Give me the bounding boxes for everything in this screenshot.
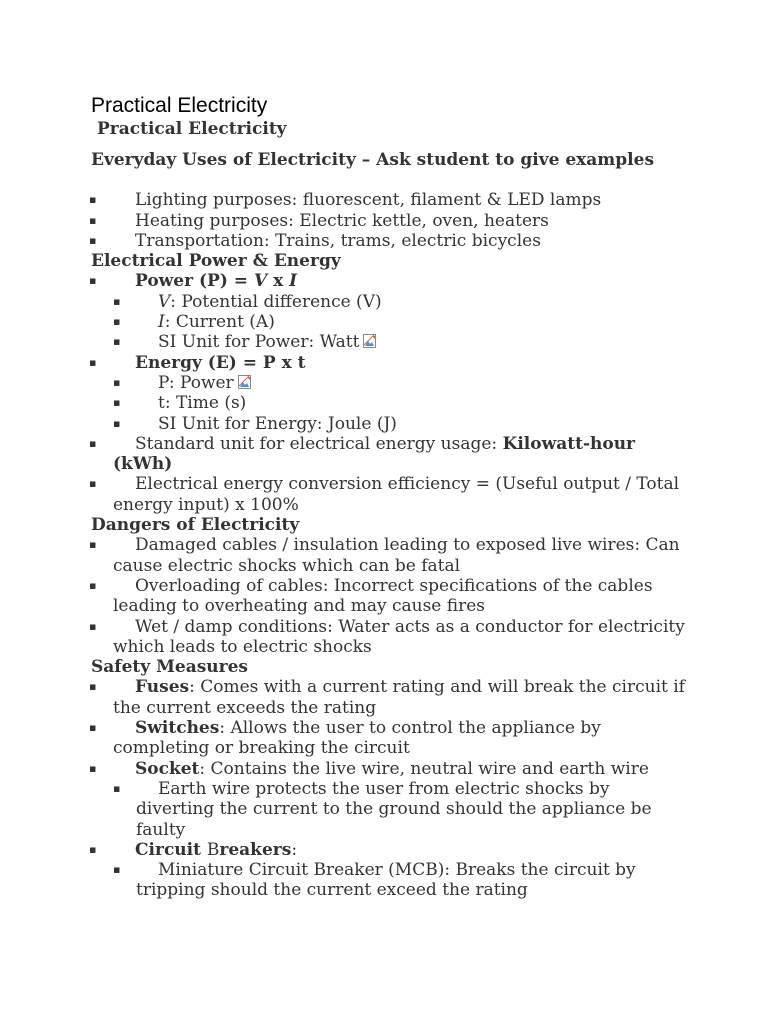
list-item (91, 190, 691, 210)
list-item (91, 535, 691, 576)
bullet-icon: ▪ (89, 233, 97, 247)
list-item-body (113, 718, 601, 758)
bullet-icon: ▪ (113, 335, 121, 349)
bullet-icon: ▪ (113, 315, 121, 329)
term: Switches (135, 718, 220, 739)
uses-heading: Everyday Uses of Electricity – Ask student to give examples (91, 150, 655, 170)
list-item (91, 373, 691, 393)
bullet-icon: ▪ (89, 761, 97, 775)
kwh-bold: Kilowatt-hour (kWh) (113, 433, 636, 475)
bullet-icon: ▪ (89, 721, 97, 735)
list-item-body (158, 393, 246, 413)
list-item-body (158, 373, 251, 393)
definition: t: Time (s) (158, 393, 247, 414)
list-item-text: Lighting purposes: fluorescent, filament & LED lamps (135, 190, 602, 211)
term: Circuit (135, 839, 207, 860)
list-item-text: Damaged cables / insulation leading to exposed live wires: Can cause electric shocks which can be fatal (113, 535, 680, 576)
list-item (91, 860, 691, 901)
list-item-body (113, 535, 680, 575)
term: Socket (135, 758, 200, 779)
list-item (91, 211, 691, 231)
list-item (91, 271, 691, 291)
list-item (91, 474, 691, 515)
bullet-icon: ▪ (89, 477, 97, 491)
spacer (91, 170, 691, 190)
bullet-icon: ▪ (89, 193, 97, 207)
list-item (91, 434, 691, 475)
bullet-icon: ▪ (113, 863, 121, 877)
broken-image-icon (363, 334, 376, 348)
bullet-icon: ▪ (113, 375, 121, 389)
energy-formula: Energy (E) = P x t (135, 352, 306, 373)
broken-image-icon (238, 375, 251, 389)
list-item (91, 617, 691, 658)
uses-list (91, 190, 691, 251)
list-item (91, 231, 691, 251)
colon: : (291, 839, 298, 860)
definition: Miniature Circuit Breaker (MCB): Breaks the circuit by tripping should the current exceed the rating (136, 860, 636, 901)
symbol: V (158, 291, 171, 312)
safety-list (91, 677, 691, 900)
power-energy-heading: Electrical Power & Energy (91, 251, 341, 272)
list-item (91, 312, 691, 332)
page-subtitle: Practical Electricity (97, 119, 287, 139)
bullet-icon: ▪ (89, 842, 97, 856)
list-item-text: Electrical energy conversion efficiency = (Useful output / Total energy input) x 100% (113, 474, 680, 515)
list-item (91, 353, 691, 373)
list-item-body (113, 576, 653, 616)
list-item (91, 718, 691, 759)
term-plain-letter: B (206, 839, 220, 860)
list-item-body (135, 190, 601, 210)
list-item-body (135, 271, 297, 291)
list-item (91, 677, 691, 718)
term: Fuses (135, 677, 190, 698)
list-item-body (113, 677, 685, 717)
list-item-text: Transportation: Trains, trams, electric bicycles (135, 230, 541, 251)
power-formula: Power (P) = V x I (135, 271, 298, 292)
bullet-icon: ▪ (113, 416, 121, 430)
definition: : Current (A) (164, 312, 275, 333)
list-item-text: Overloading of cables: Incorrect specifications of the cables leading to overheating and may cause fires (113, 575, 653, 617)
list-item (91, 332, 691, 352)
definition: : Allows the user to control the appliance by completing or breaking the circuit (113, 718, 601, 759)
definition: SI Unit for Energy: Joule (J) (158, 413, 397, 434)
list-item-body (158, 292, 382, 312)
list-item-body (135, 759, 649, 779)
definition: : Comes with a current rating and will break the circuit if the current exceeds the rating (113, 677, 685, 718)
list-item-text: Standard unit for electrical energy usage: (135, 433, 503, 454)
list-item-text: Wet / damp conditions: Water acts as a conductor for electricity which leads to electric shocks (113, 616, 685, 657)
bullet-icon: ▪ (113, 396, 121, 410)
definition: Earth wire protects the user from electric shocks by diverting the current to the ground should the appliance be faulty (136, 778, 652, 840)
bullet-icon: ▪ (89, 680, 97, 694)
bullet-icon: ▪ (113, 294, 121, 308)
list-item (91, 779, 691, 840)
list-item-body (158, 332, 376, 352)
list-item (91, 840, 691, 860)
term: reakers (219, 839, 292, 860)
list-item-body (136, 860, 636, 900)
bullet-icon: ▪ (89, 213, 97, 227)
bullet-icon: ▪ (89, 538, 97, 552)
symbol: I (158, 312, 165, 333)
definition: SI Unit for Power: Watt (158, 332, 360, 353)
bullet-icon: ▪ (89, 578, 97, 592)
list-item-body (158, 312, 275, 332)
bullet-icon: ▪ (113, 781, 121, 795)
list-item-body (135, 353, 306, 373)
list-item-body (135, 231, 541, 251)
definition: P: Power (158, 372, 234, 393)
definition: : Contains the live wire, neutral wire and earth wire (199, 758, 649, 779)
list-item-body (135, 211, 549, 231)
list-item-body (113, 434, 635, 474)
bullet-icon: ▪ (89, 274, 97, 288)
list-item (91, 414, 691, 434)
power-energy-list (91, 271, 691, 515)
document-page (91, 94, 691, 901)
list-item-text: Heating purposes: Electric kettle, oven, heaters (135, 210, 549, 231)
list-item-body (113, 474, 679, 514)
list-item-body (113, 617, 685, 657)
list-item (91, 292, 691, 312)
safety-heading: Safety Measures (91, 657, 248, 678)
bullet-icon: ▪ (89, 619, 97, 633)
list-item (91, 576, 691, 617)
list-item-body (136, 779, 652, 840)
page-title: Practical Electricity (91, 94, 268, 117)
list-item (91, 393, 691, 413)
list-item-body (158, 414, 397, 434)
dangers-heading: Dangers of Electricity (91, 515, 300, 536)
list-item-body (135, 840, 297, 860)
bullet-icon: ▪ (89, 355, 97, 369)
bullet-icon: ▪ (89, 436, 97, 450)
definition: : Potential difference (V) (170, 291, 382, 312)
list-item (91, 759, 691, 779)
dangers-list (91, 535, 691, 657)
spacer (91, 140, 691, 150)
